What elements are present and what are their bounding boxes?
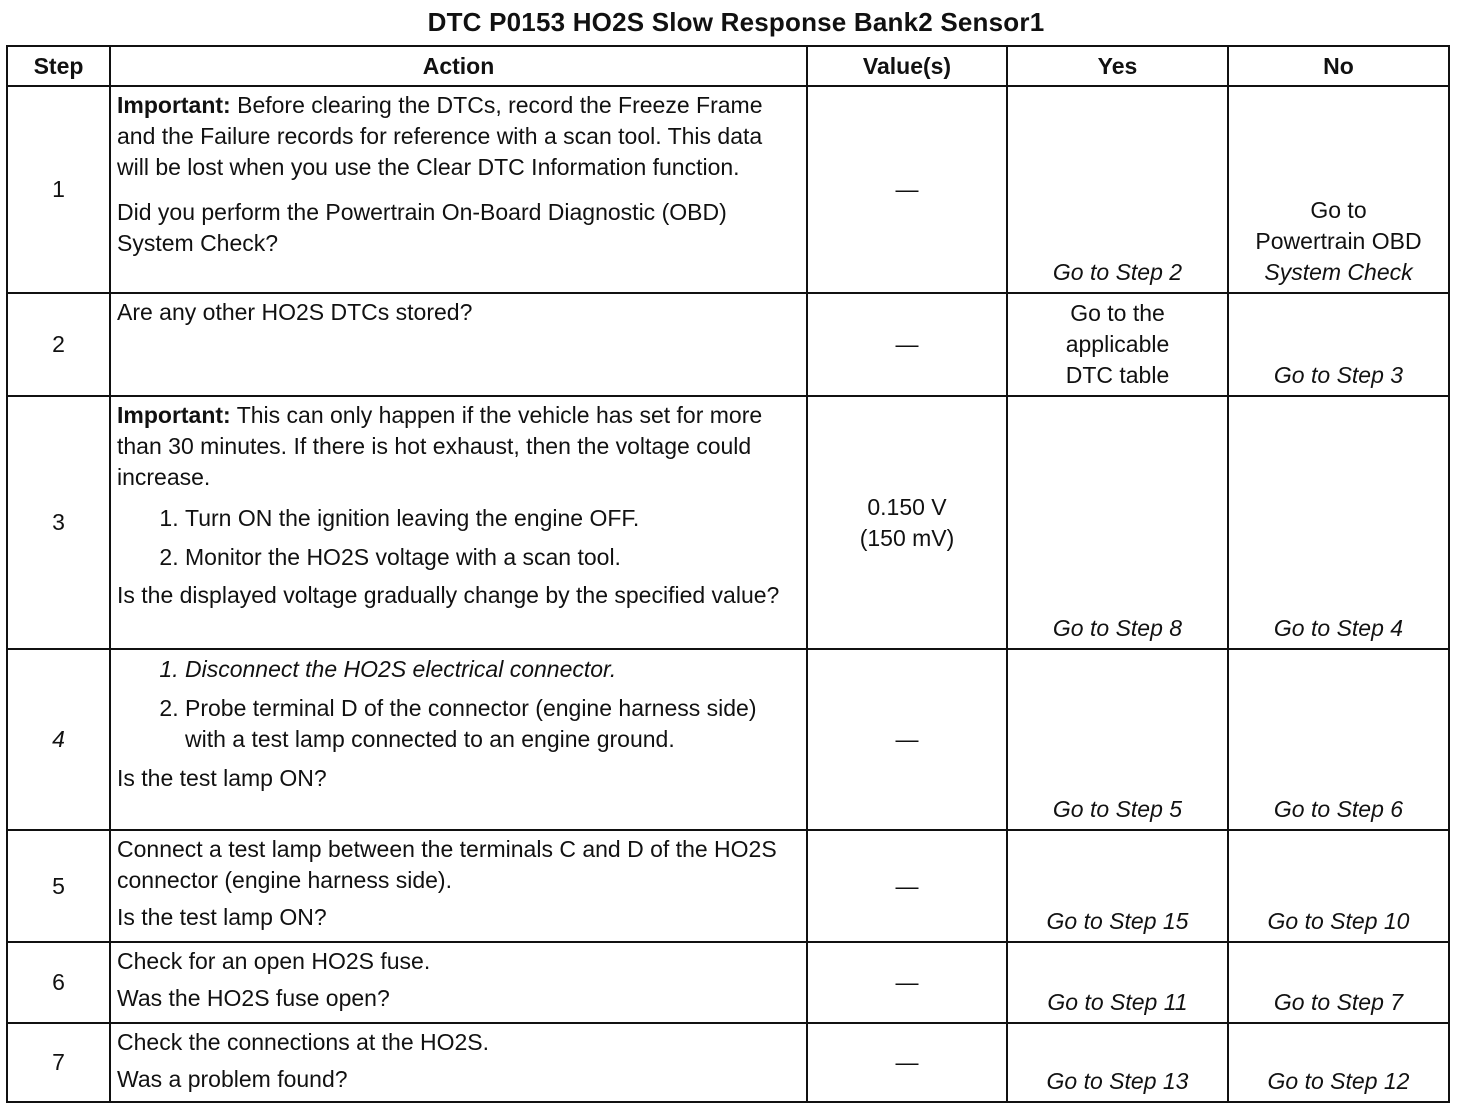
value-cell: — [807, 1023, 1007, 1102]
value-cell: — [807, 649, 1007, 830]
page-title: DTC P0153 HO2S Slow Response Bank2 Sensor1 [427, 7, 1045, 37]
list-item: 1. Disconnect the HO2S electrical connector. [185, 654, 800, 685]
yes-cell [1007, 293, 1228, 396]
yes-cell: Go to Step 8 [1007, 396, 1228, 649]
step-number: 3 [7, 396, 110, 649]
important-label: Important: [117, 402, 231, 428]
step-number: 7 [7, 1023, 110, 1102]
action-text: Check for an open HO2S fuse. [117, 948, 431, 974]
table-row [7, 293, 1449, 396]
value-line: (150 mV) [859, 524, 955, 551]
step-number: 2 [7, 293, 110, 396]
yes-line: applicable [1065, 331, 1170, 357]
question-text: Did you perform the Powertrain On-Board Diagnostic (OBD) System Check? [117, 199, 727, 256]
question-text: Is the test lamp ON? [117, 765, 327, 791]
table-row [7, 830, 1449, 942]
question-text: Are any other HO2S DTCs stored? [117, 299, 473, 325]
table-row [7, 86, 1449, 293]
action-cell [110, 1023, 807, 1102]
header-no: No [1228, 46, 1449, 86]
step-number: 1 [7, 86, 110, 293]
important-text: Before clearing the DTCs, record the Freeze Frame and the Failure records for reference with a scan tool. This data will be lost when you use the Clear DTC Information function. [117, 92, 763, 180]
yes-cell: Go to Step 13 [1007, 1023, 1228, 1102]
no-cell: Go to Step 3 [1228, 293, 1449, 396]
value-cell: — [807, 293, 1007, 396]
action-cell [110, 396, 807, 649]
important-text: This can only happen if the vehicle has set for more than 30 minutes. If there is hot exhaust, then the voltage could increase. [117, 402, 763, 490]
diagnostic-table [6, 45, 1450, 1103]
header-row [7, 46, 1449, 86]
no-cell: Go to Step 12 [1228, 1023, 1449, 1102]
yes-cell: Go to Step 15 [1007, 830, 1228, 942]
action-text: Check the connections at the HO2S. [117, 1029, 490, 1055]
no-line: System Check [1264, 259, 1413, 285]
no-cell: Go to Step 10 [1228, 830, 1449, 942]
important-label: Important: [117, 92, 231, 118]
step-number: 6 [7, 942, 110, 1023]
value-cell: — [807, 830, 1007, 942]
no-line: Powertrain OBD [1255, 228, 1422, 254]
no-cell [1228, 86, 1449, 293]
yes-line: Go to the [1070, 300, 1165, 326]
table-row [7, 649, 1449, 830]
step-number: 4 [7, 649, 110, 830]
action-cell [110, 86, 807, 293]
no-line: Go to [1310, 197, 1367, 223]
action-cell [110, 649, 807, 830]
value-cell: — [807, 86, 1007, 293]
question-text: Is the displayed voltage gradually change by the specified value? [117, 582, 780, 608]
important-note [117, 400, 800, 493]
question-text: Was the HO2S fuse open? [117, 985, 390, 1011]
value-line: 0.150 V [867, 493, 947, 520]
action-cell [110, 293, 807, 396]
table-row [7, 942, 1449, 1023]
header-values: Value(s) [807, 46, 1007, 86]
no-cell: Go to Step 6 [1228, 649, 1449, 830]
procedure-list [117, 503, 800, 573]
action-cell [110, 942, 807, 1023]
header-step: Step [7, 46, 110, 86]
list-item: 2. Probe terminal D of the connector (engine harness side) with a test lamp connected to an engine ground. [185, 693, 800, 755]
question-text: Is the test lamp ON? [117, 904, 327, 930]
procedure-list [117, 654, 800, 755]
important-note [117, 90, 800, 183]
yes-cell: Go to Step 5 [1007, 649, 1228, 830]
action-text: Connect a test lamp between the terminals C and D of the HO2S connector (engine harness side). [117, 836, 777, 893]
yes-cell: Go to Step 11 [1007, 942, 1228, 1023]
action-cell [110, 830, 807, 942]
no-cell: Go to Step 7 [1228, 942, 1449, 1023]
value-cell: — [807, 942, 1007, 1023]
yes-line: DTC table [1065, 362, 1170, 388]
list-item: 2. Monitor the HO2S voltage with a scan tool. [185, 542, 800, 573]
yes-cell: Go to Step 2 [1007, 86, 1228, 293]
list-item: 1. Turn ON the ignition leaving the engine OFF. [185, 503, 800, 534]
table-row [7, 1023, 1449, 1102]
question-text: Was a problem found? [117, 1066, 348, 1092]
header-action: Action [110, 46, 807, 86]
step-number: 5 [7, 830, 110, 942]
header-yes: Yes [1007, 46, 1228, 86]
value-cell [807, 396, 1007, 649]
no-cell: Go to Step 4 [1228, 396, 1449, 649]
table-row [7, 396, 1449, 649]
